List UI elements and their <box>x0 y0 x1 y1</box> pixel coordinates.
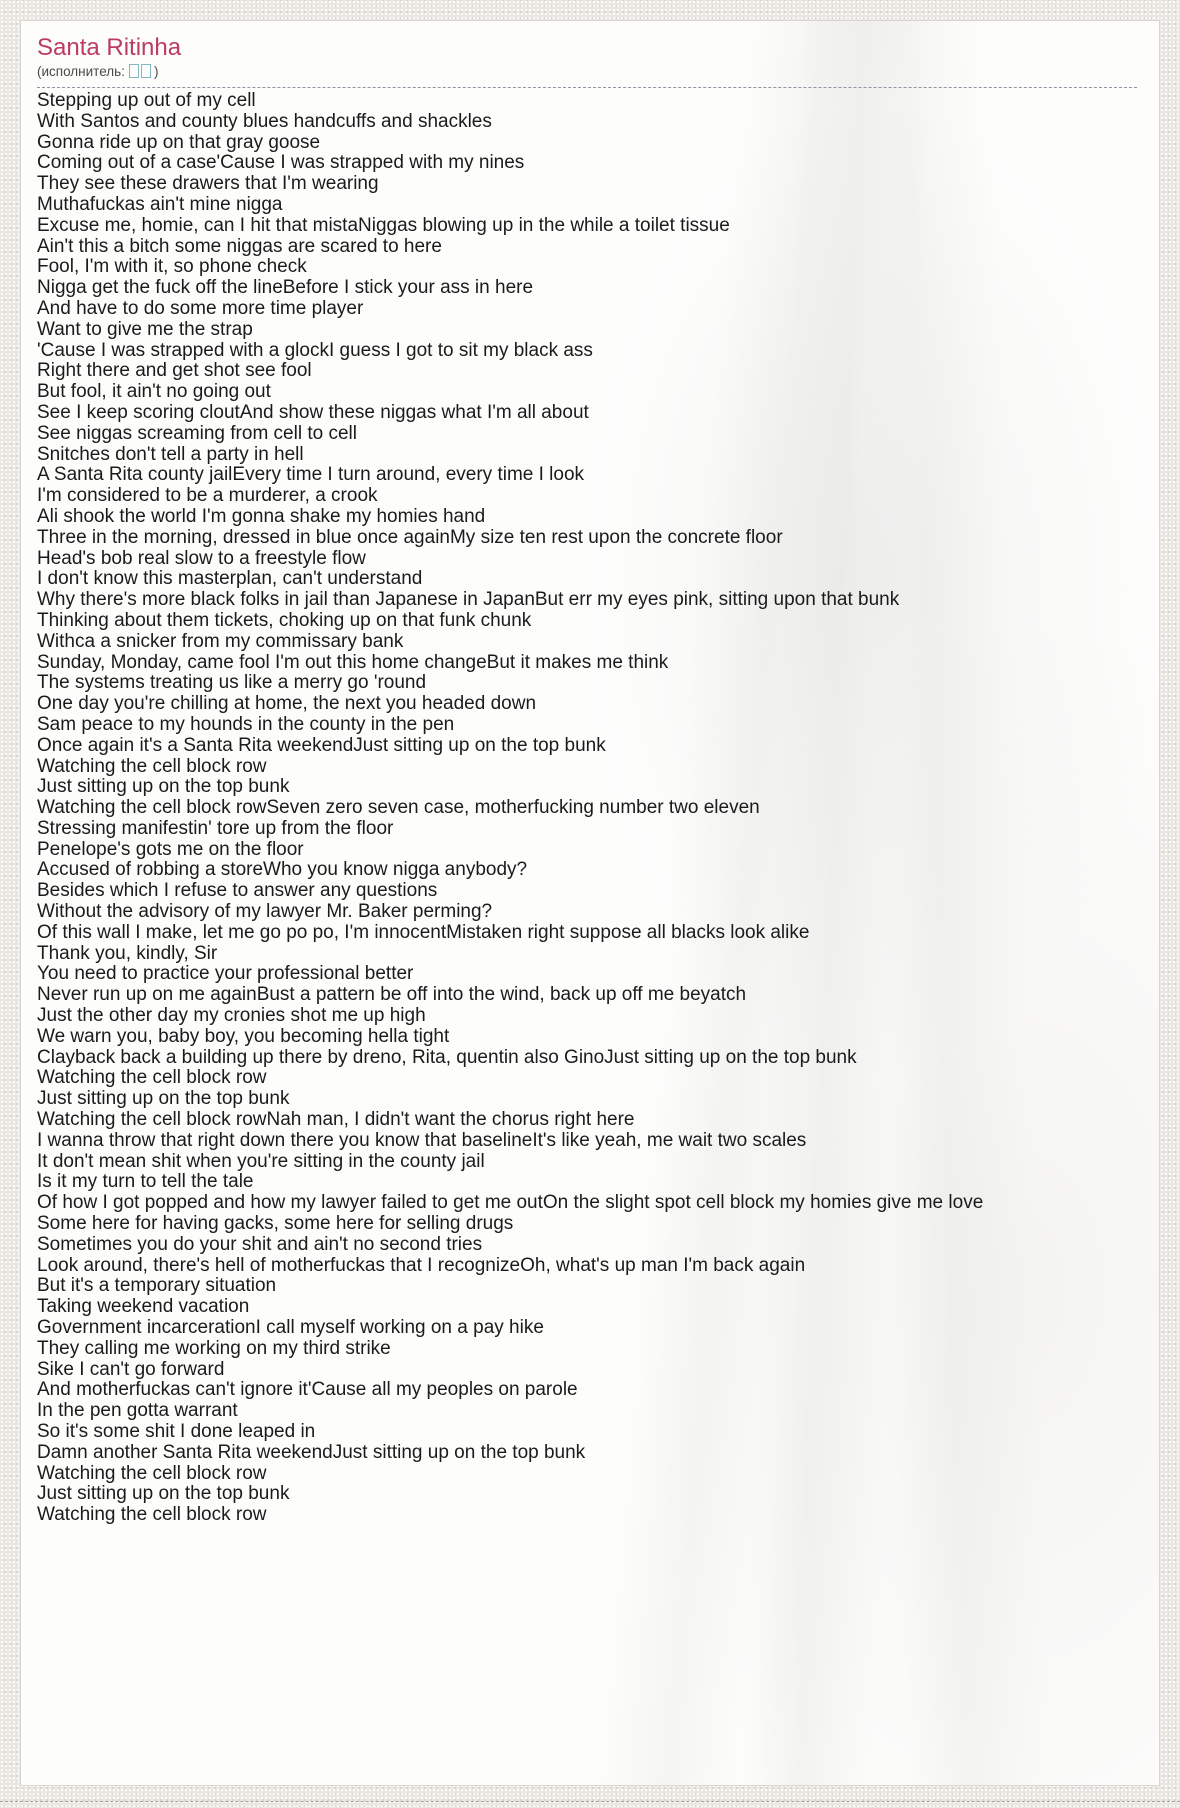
lyric-line: Excuse me, homie, can I hit that mistaNiggas blowing up in the while a toilet tissue <box>37 214 730 236</box>
artist-prefix-label: (исполнитель: <box>37 64 125 79</box>
lyric-line: And motherfuckas can't ignore it'Cause all my peoples on parole <box>37 1379 578 1401</box>
lyric-line: Damn another Santa Rita weekendJust sitting up on the top bunk <box>37 1441 586 1463</box>
lyric-line: Watching the cell block row <box>37 1462 267 1484</box>
lyric-line: Right there and get shot see fool <box>37 360 312 382</box>
lyric-line: Just sitting up on the top bunk <box>37 1483 290 1505</box>
lyric-line: I don't know this masterplan, can't understand <box>37 568 423 590</box>
lyric-line: Watching the cell block rowSeven zero seven case, motherfucking number two eleven <box>37 797 760 819</box>
lyric-line: I wanna throw that right down there you know that baselineIt's like yeah, me wait two scales <box>37 1129 807 1151</box>
lyrics-text <box>37 88 1143 1526</box>
lyric-line: In the pen gotta warrant <box>37 1400 238 1422</box>
lyric-line: Three in the morning, dressed in blue once againMy size ten rest upon the concrete floor <box>37 526 783 548</box>
lyric-line: Watching the cell block row <box>37 1067 267 1089</box>
lyric-line: Stressing manifestin' tore up from the floor <box>37 817 394 839</box>
artist-link[interactable] <box>129 64 153 79</box>
missing-glyph-box <box>129 64 139 78</box>
lyric-line: Ain't this a bitch some niggas are scared to here <box>37 235 442 257</box>
lyric-line: Coming out of a case'Cause I was strapped with my nines <box>37 152 525 174</box>
lyric-line: The systems treating us like a merry go 'round <box>37 672 427 694</box>
lyric-line: Why there's more black folks in jail than Japanese in JapanBut err my eyes pink, sitting upon that bunk <box>37 589 900 611</box>
lyric-line: With Santos and county blues handcuffs and shackles <box>37 110 492 132</box>
lyric-line: So it's some shit I done leaped in <box>37 1421 316 1442</box>
lyric-line: It don't mean shit when you're sitting in the county jail <box>37 1150 485 1172</box>
lyric-line: But fool, it ain't no going out <box>37 381 271 403</box>
artist-suffix-label: ) <box>153 64 159 79</box>
lyric-line: They see these drawers that I'm wearing <box>37 173 379 195</box>
lyric-line: Just the other day my cronies shot me up high <box>37 1005 426 1027</box>
lyric-line: Look around, there's hell of motherfuckas that I recognizeOh, what's up man I'm back again <box>37 1254 806 1276</box>
lyric-line: You need to practice your professional better <box>37 963 414 985</box>
lyric-line: Government incarcerationI call myself working on a pay hike <box>37 1317 544 1339</box>
missing-glyph-box <box>141 64 151 78</box>
lyric-line: And have to do some more time player <box>37 297 364 319</box>
lyric-line: Withca a snicker from my commissary bank <box>37 630 404 652</box>
lyric-line: Watching the cell block row <box>37 755 267 777</box>
lyric-line: Is it my turn to tell the tale <box>37 1171 254 1193</box>
lyric-line: They calling me working on my third strike <box>37 1337 391 1359</box>
page-title: Santa Ritinha <box>37 34 182 61</box>
lyric-line: Taking weekend vacation <box>37 1296 250 1318</box>
lyric-line: Of this wall I make, let me go po po, I'm innocentMistaken right suppose all blacks look alike <box>37 921 810 943</box>
lyrics-card <box>20 20 1160 1786</box>
lyric-line: Watching the cell block rowNah man, I didn't want the chorus right here <box>37 1109 635 1131</box>
lyric-line: I'm considered to be a murderer, a crook <box>37 485 378 507</box>
lyric-line: Sam peace to my hounds in the county in the pen <box>37 713 455 735</box>
lyric-line: Nigga get the fuck off the lineBefore I stick your ass in here <box>37 277 534 299</box>
lyric-line: Want to give me the strap <box>37 318 253 340</box>
lyric-line: Just sitting up on the top bunk <box>37 776 290 798</box>
lyric-line: Watching the cell block row <box>37 1504 267 1526</box>
lyric-line: Never run up on me againBust a pattern be off into the wind, back up off me beyatch <box>37 984 747 1006</box>
lyric-line: Of how I got popped and how my lawyer failed to get me outOn the slight spot cell block my homies give me love <box>37 1192 984 1214</box>
lyric-line: One day you're chilling at home, the next you headed down <box>37 693 537 715</box>
artist-line <box>37 63 1143 80</box>
lyric-line: Some here for having gacks, some here for selling drugs <box>37 1213 514 1235</box>
lyric-line: See niggas screaming from cell to cell <box>37 422 357 444</box>
lyric-line: Thinking about them tickets, choking up on that funk chunk <box>37 609 532 631</box>
lyric-line: But it's a temporary situation <box>37 1275 277 1297</box>
lyric-line: Stepping up out of my cell <box>37 90 256 111</box>
lyric-line: Head's bob real slow to a freestyle flow <box>37 547 366 569</box>
lyric-line: Snitches don't tell a party in hell <box>37 443 304 465</box>
lyric-line: Fool, I'm with it, so phone check <box>37 256 307 278</box>
lyric-line: Once again it's a Santa Rita weekendJust sitting up on the top bunk <box>37 734 606 756</box>
lyric-line: Thank you, kindly, Sir <box>37 942 218 964</box>
lyric-line: Besides which I refuse to answer any questions <box>37 880 438 902</box>
lyric-line: Gonna ride up on that gray goose <box>37 131 321 153</box>
lyric-line: Without the advisory of my lawyer Mr. Baker perming? <box>37 901 493 923</box>
lyric-line: See I keep scoring cloutAnd show these niggas what I'm all about <box>37 401 589 423</box>
lyric-line: We warn you, baby boy, you becoming hella tight <box>37 1025 450 1047</box>
bottom-dashed-divider <box>0 1801 1180 1802</box>
lyric-line: Sunday, Monday, came fool I'm out this home changeBut it makes me think <box>37 651 669 673</box>
lyric-line: Clayback back a building up there by dreno, Rita, quentin also GinoJust sitting up on the top bunk <box>37 1046 857 1068</box>
lyric-line: Accused of robbing a storeWho you know nigga anybody? <box>37 859 528 881</box>
lyric-line: Just sitting up on the top bunk <box>37 1088 290 1110</box>
lyric-line: Ali shook the world I'm gonna shake my homies hand <box>37 505 486 527</box>
lyric-line: 'Cause I was strapped with a glockI guess I got to sit my black ass <box>37 339 593 361</box>
lyric-line: Penelope's gots me on the floor <box>37 838 304 860</box>
lyric-line: Muthafuckas ain't mine nigga <box>37 193 283 215</box>
lyric-line: Sike I can't go forward <box>37 1358 225 1380</box>
lyric-line: Sometimes you do your shit and ain't no second tries <box>37 1233 483 1255</box>
lyric-line: A Santa Rita county jailEvery time I turn around, every time I look <box>37 464 585 486</box>
